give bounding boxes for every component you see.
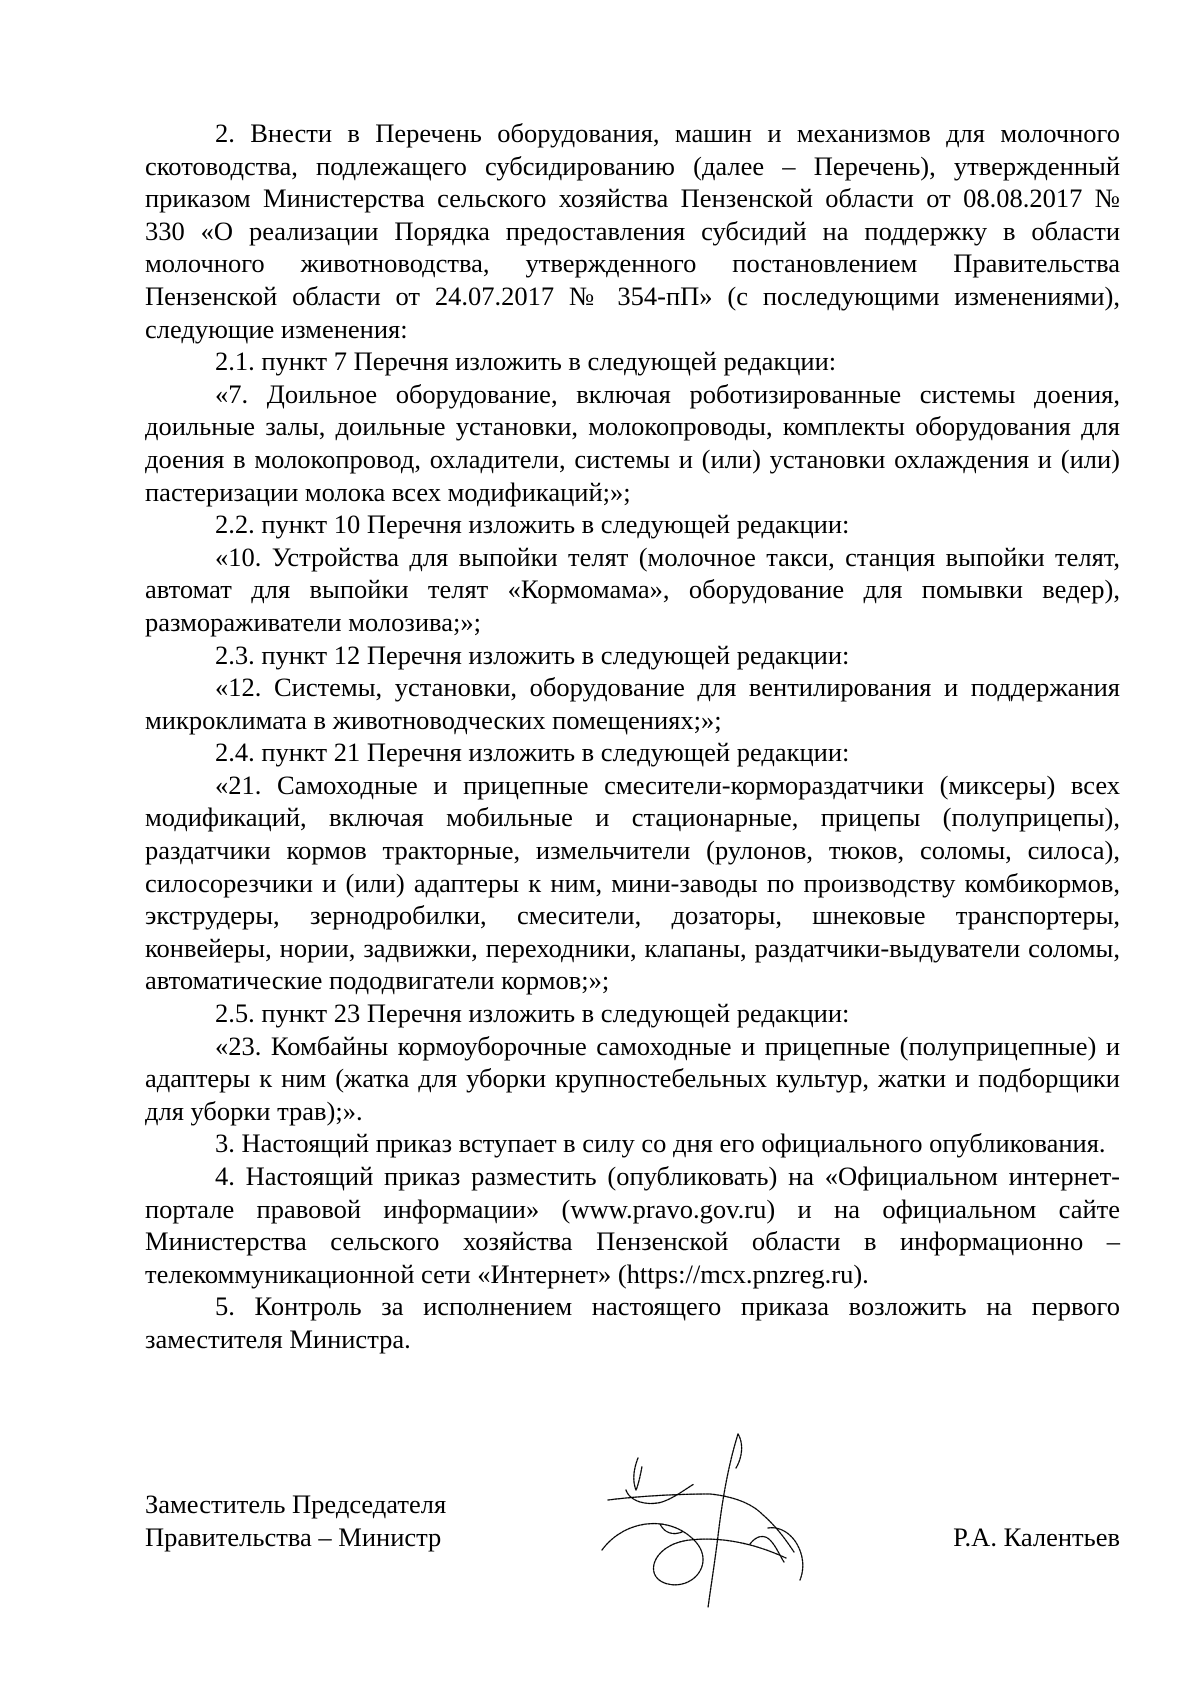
paragraph-subitem-2-4: 2.4. пункт 21 Перечня изложить в следующей редакции: <box>215 737 850 768</box>
signer-title <box>145 1488 565 1553</box>
paragraph-subitem-2-1: 2.1. пункт 7 Перечня изложить в следующей редакции: <box>215 346 837 377</box>
paragraph-quote-7: «7. Доильное оборудование, включая роботизированные системы доения, доильные залы, доильные установки, молокопроводы, комплекты оборудования для доения в молокопровод, охладители, системы и (или) установки охлаждения и (или) пастеризации молока всех модификаций;»; <box>145 378 1120 507</box>
paragraph-item-4: 4. Настоящий приказ разместить (опубликовать) на «Официальном интернет-портале правовой информации» (www.pravo.gov.ru) и на официальном сайте Министерства сельского хозяйства Пензенской области в информационно – телекоммуникационной сети «Интернет» (https://mcx.pnzreg.ru). <box>145 1161 1120 1289</box>
paragraph-quote-23: «23. Комбайны кормоуборочные самоходные и прицепные (полуприцепные) и адаптеры к ним (жатка для уборки крупностебельных культур, жатки и подборщики для уборки трав);». <box>145 1030 1120 1126</box>
paragraph-quote-21: «21. Самоходные и прицепные смесители-кормораздатчики (миксеры) всех модификаций, включая мобильные и стационарные, прицепы (полуприцепы), раздатчики кормов тракторные, измельчители (рулонов, тюков, соломы, силоса), силосорезчики и (или) адаптеры к ним, мини-заводы по производству комбикормов, экструдеры, зернодробилки, смесители, дозаторы, шнековые транспортеры, конвейеры, нории, задвижки, переходники, клапаны, раздатчики-выдуватели соломы, автоматические пододвигатели кормов;»; <box>145 769 1120 996</box>
paragraph-item-5: 5. Контроль за исполнением настоящего приказа возложить на первого заместителя Министра. <box>145 1291 1120 1354</box>
paragraph-item-2: 2. Внести в Перечень оборудования, машин и механизмов для молочного скотоводства, подлежащего субсидированию (далее – Перечень), утвержденный приказом Министерства сельского хозяйства Пензенской области от 08.08.2017 № 330 «О реализации Порядка предоставления субсидий на поддержку в области молочного животноводства, утвержденного постановлением Правительства Пензенской области от 24.07.2017 № 354-пП» (с последующими изменениями), следующие изменения: <box>145 118 1120 344</box>
paragraph-quote-12: «12. Системы, установки, оборудование для вентилирования и поддержания микроклимата в животноводческих помещениях;»; <box>145 672 1120 735</box>
paragraph-item-3: 3. Настоящий приказ вступает в силу со дня его официального опубликования. <box>215 1128 1106 1159</box>
paragraph-subitem-2-2: 2.2. пункт 10 Перечня изложить в следующей редакции: <box>215 509 850 540</box>
signer-title-line-2: Правительства – Министр <box>145 1521 442 1552</box>
signer-name: Р.А. Калентьев <box>953 1521 1120 1552</box>
signer-title-line-1: Заместитель Председателя <box>145 1489 447 1519</box>
paragraph-quote-10: «10. Устройства для выпойки телят (молочное такси, станция выпойки телят, автомат для выпойки телят «Кормомама», оборудование для помывки ведер), размораживатели молозива;»; <box>145 541 1120 637</box>
handwritten-signature-icon <box>590 1428 840 1618</box>
paragraph-subitem-2-3: 2.3. пункт 12 Перечня изложить в следующей редакции: <box>215 639 850 670</box>
paragraph-subitem-2-5: 2.5. пункт 23 Перечня изложить в следующей редакции: <box>215 998 850 1029</box>
signature-block <box>145 1488 1120 1658</box>
document-body <box>145 117 1120 1356</box>
